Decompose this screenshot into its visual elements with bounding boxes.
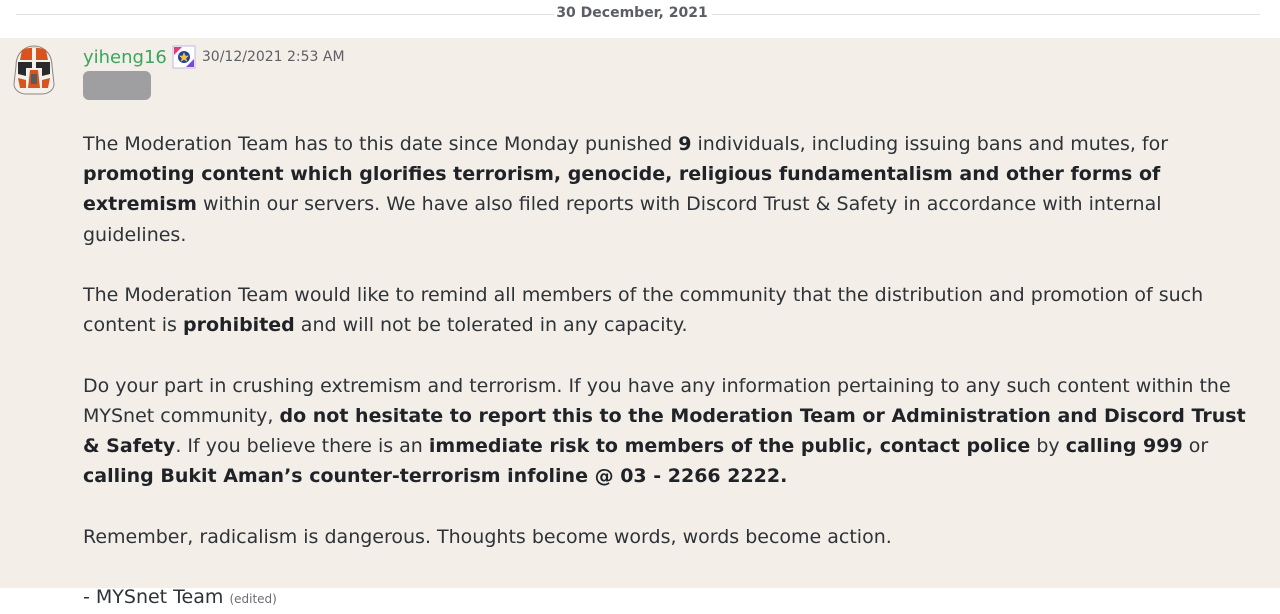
p2-text-2: and will not be tolerated in any capacity. xyxy=(294,314,688,337)
signature-line xyxy=(83,582,1263,614)
p2-text-1: The Moderation Team would like to remind all members of the community that the distribution and promotion of such content is xyxy=(83,284,1204,337)
p3-bold-3: calling 999 xyxy=(1065,435,1183,457)
p3-text-3: by xyxy=(1030,435,1066,457)
p1-text-2: individuals, including issuing bans and mutes, for xyxy=(691,133,1169,155)
edited-label: (edited) xyxy=(229,591,277,606)
p1-bold-1: 9 xyxy=(678,133,692,155)
divider-date-label: 30 December, 2021 xyxy=(556,5,708,21)
username[interactable]: yiheng16 xyxy=(83,46,167,68)
p3-bold-1: do not hesitate to report this to the Moderation Team or Administration and Discord Trust & Safety xyxy=(83,404,1246,457)
paragraph-2 xyxy=(83,280,1263,340)
paragraph-4: Remember, radicalism is dangerous. Thoughts become words, words become action. xyxy=(83,525,892,548)
p2-bold-1: prohibited xyxy=(183,314,295,337)
paragraph-3 xyxy=(83,371,1263,492)
spoiler-block[interactable] xyxy=(83,71,151,100)
divider-line-right xyxy=(712,14,1260,15)
p3-bold-4: calling Bukit Aman’s counter-terrorism infoline @ 03 - 2266 2222. xyxy=(83,465,788,488)
divider-line-left xyxy=(16,14,554,15)
p1-text-1: The Moderation Team has to this date since Monday punished xyxy=(83,133,679,155)
signature: - MYSnet Team xyxy=(83,585,224,608)
p3-text-1: Do your part in crushing extremism and terrorism. If you have any information pertaining to any such content within the MYSnet community, xyxy=(83,374,1231,427)
p3-text-4: or xyxy=(1182,435,1209,457)
p3-bold-2: immediate risk to members of the public, contact police xyxy=(428,435,1031,457)
role-badge-icon[interactable] xyxy=(172,45,196,69)
date-divider xyxy=(0,0,1280,30)
paragraph-1 xyxy=(83,129,1263,250)
message-body xyxy=(83,129,1263,614)
message-timestamp[interactable]: 30/12/2021 2:53 AM xyxy=(201,49,345,65)
message-container xyxy=(0,38,1280,608)
p1-bold-2: promoting content which glorifies terrorism, genocide, religious fundamentalism and other forms of extremism xyxy=(83,163,1161,216)
p1-text-3: within our servers. We have also filed reports with Discord Trust & Safety in accordance with internal guidelines. xyxy=(83,193,1162,246)
avatar-icon[interactable] xyxy=(12,44,56,96)
p3-text-2: . If you believe there is an xyxy=(175,435,429,457)
message-header xyxy=(83,44,345,70)
